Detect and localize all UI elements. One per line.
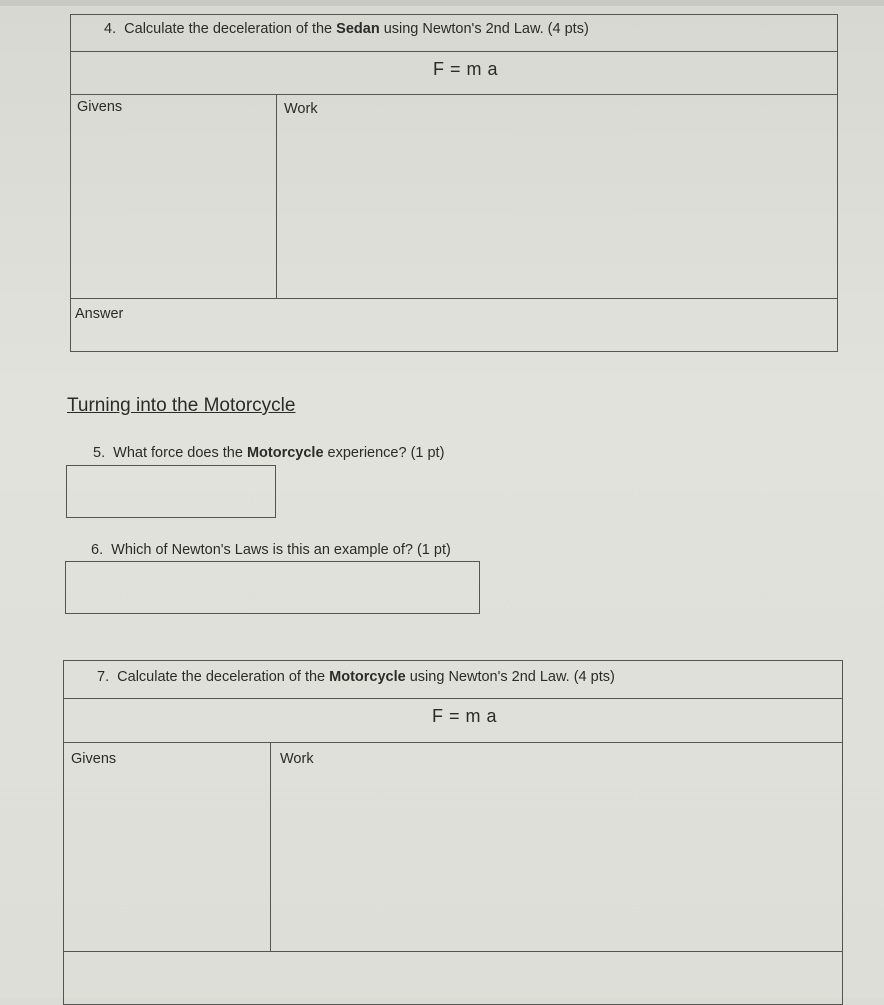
section-title: Turning into the Motorcycle [67, 395, 296, 416]
q7-formula: F = m a [432, 706, 498, 726]
q4-work-label: Work [284, 101, 318, 117]
top-edge [0, 0, 884, 6]
q7-work-field[interactable] [273, 770, 841, 949]
q4-column-divider [276, 94, 277, 299]
q4-text-pre: Calculate the deceleration of the [124, 21, 337, 37]
q6-number: 6. [91, 542, 104, 558]
q4-text-post: using Newton's 2nd Law. (4 pts) [379, 21, 589, 37]
q4-text-bold: Sedan [336, 21, 380, 37]
q7-text-post: using Newton's 2nd Law. (4 pts) [405, 669, 615, 685]
q6-text: Which of Newton's Laws is this an example of? (1 pt) [111, 542, 451, 558]
q7-givens-label: Givens [71, 751, 117, 767]
q7-text-pre: Calculate the deceleration of the [117, 669, 330, 685]
q5-text-pre: What force does the [113, 445, 247, 461]
q4-givens-label: Givens [77, 99, 123, 115]
q7-divider-3 [63, 951, 843, 952]
q7-text-bold: Motorcycle [329, 669, 406, 685]
q5-number: 5. [93, 445, 106, 461]
q4-divider-2 [70, 94, 838, 95]
q7-answer-field[interactable] [65, 953, 841, 998]
q4-work-field[interactable] [279, 118, 836, 296]
q7-column-divider [270, 742, 271, 952]
q4-divider-1 [70, 51, 838, 52]
q4-formula: F = m a [433, 59, 499, 79]
q7-divider-1 [63, 698, 843, 699]
q5-text-bold: Motorcycle [246, 445, 324, 461]
q7-givens-field[interactable] [65, 770, 268, 949]
q4-number: 4. [104, 21, 117, 37]
q6-answer-field[interactable] [65, 561, 480, 614]
q7-number: 7. [97, 669, 110, 685]
q5-answer-field[interactable] [66, 465, 276, 518]
q4-answer-field[interactable] [140, 300, 836, 350]
q6-question [91, 542, 451, 558]
q4-givens-field[interactable] [72, 118, 274, 296]
q4-answer-label: Answer [75, 306, 124, 322]
q5-question [93, 445, 444, 461]
q4-question [104, 21, 589, 37]
q7-question [97, 669, 615, 685]
q7-work-label: Work [280, 751, 314, 767]
q4-divider-3 [70, 298, 838, 299]
q7-divider-2 [63, 742, 843, 743]
q5-text-post: experience? (1 pt) [323, 445, 445, 461]
